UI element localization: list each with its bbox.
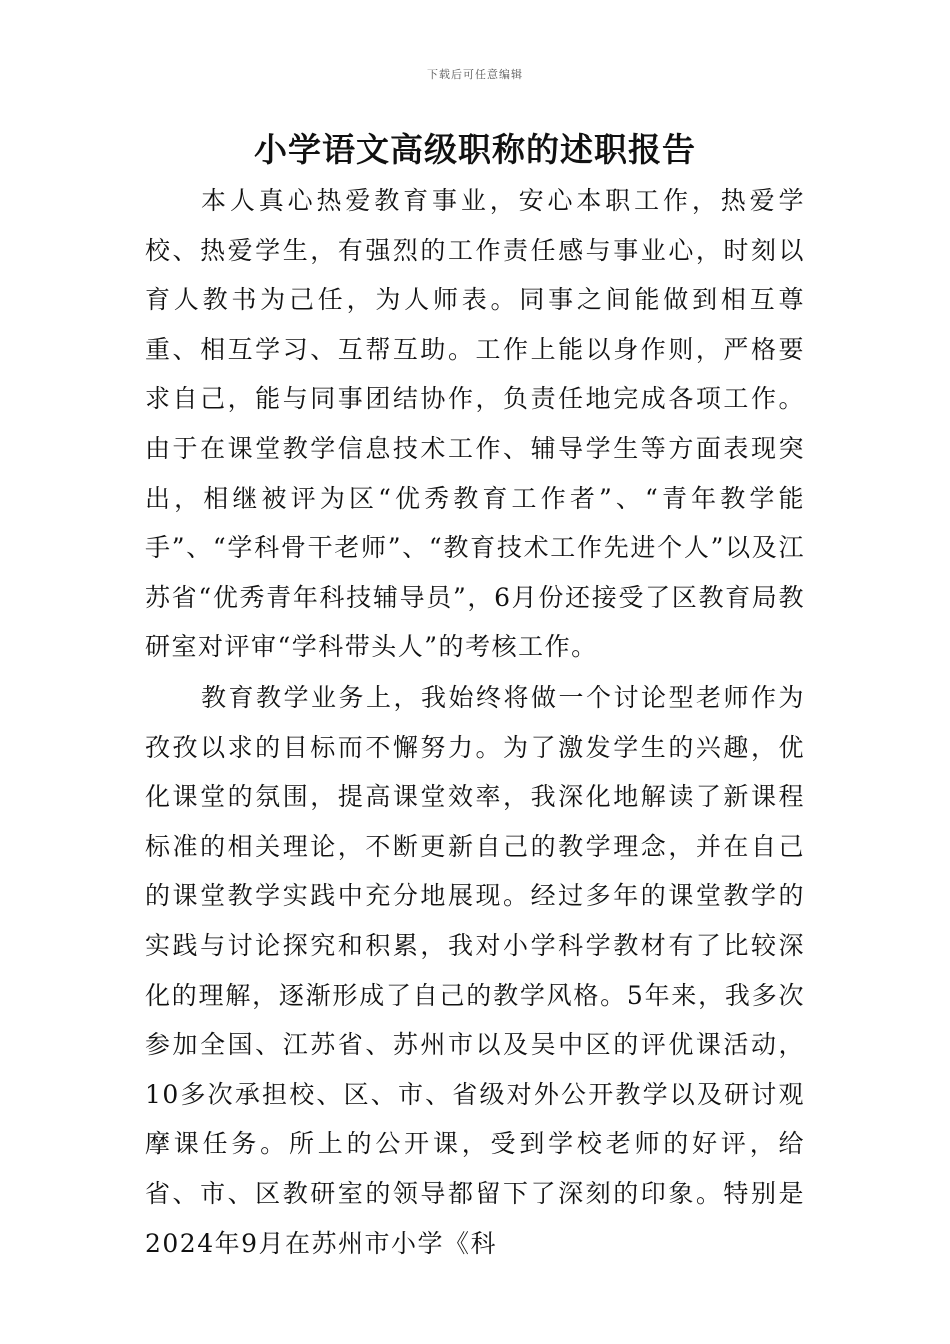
body-paragraph: 本人真心热爱教育事业，安心本职工作，热爱学校、热爱学生，有强烈的工作责任感与事业心，时刻以育人教书为己任，为人师表。同事之间能做到相互尊重、相互学习、互帮互助。工作上能以身作则，严格要求自己，能与同事团结协作，负责任地完成各项工作。由于在课堂教学信息技术工作、辅导学生等方面表现突出，相继被评为区“优秀教育工作者”、“青年教学能手”、“学科骨干老师”、“教育技术工作先进个人”以及江苏省“优秀青年科技辅导员”，6月份还接受了区教育局教研室对评审“学科带头人”的考核工作。 bbox=[145, 186, 805, 662]
header-note: 下载后可任意编辑 bbox=[427, 68, 523, 81]
body-paragraph: 教育教学业务上，我始终将做一个讨论型老师作为孜孜以求的目标而不懈努力。为了激发学生的兴趣，优化课堂的氛围，提高课堂效率，我深化地解读了新课程标准的相关理论，不断更新自己的教学理念，并在自己的课堂教学实践中充分地展现。经过多年的课堂教学的实践与讨论探究和积累，我对小学科学教材有了比较深化的理解，逐渐形成了自己的教学风格。5年来，我多次参加全国、江苏省、苏州市以及吴中区的评优课活动，10多次承担校、区、市、省级对外公开教学以及研讨观摩课任务。所上的公开课，受到学校老师的好评，给省、市、区教研室的领导都留下了深刻的印象。特别是2024年9月在苏州市小学《科 bbox=[145, 683, 805, 1258]
document-title: 小学语文高级职称的述职报告 bbox=[254, 130, 696, 169]
